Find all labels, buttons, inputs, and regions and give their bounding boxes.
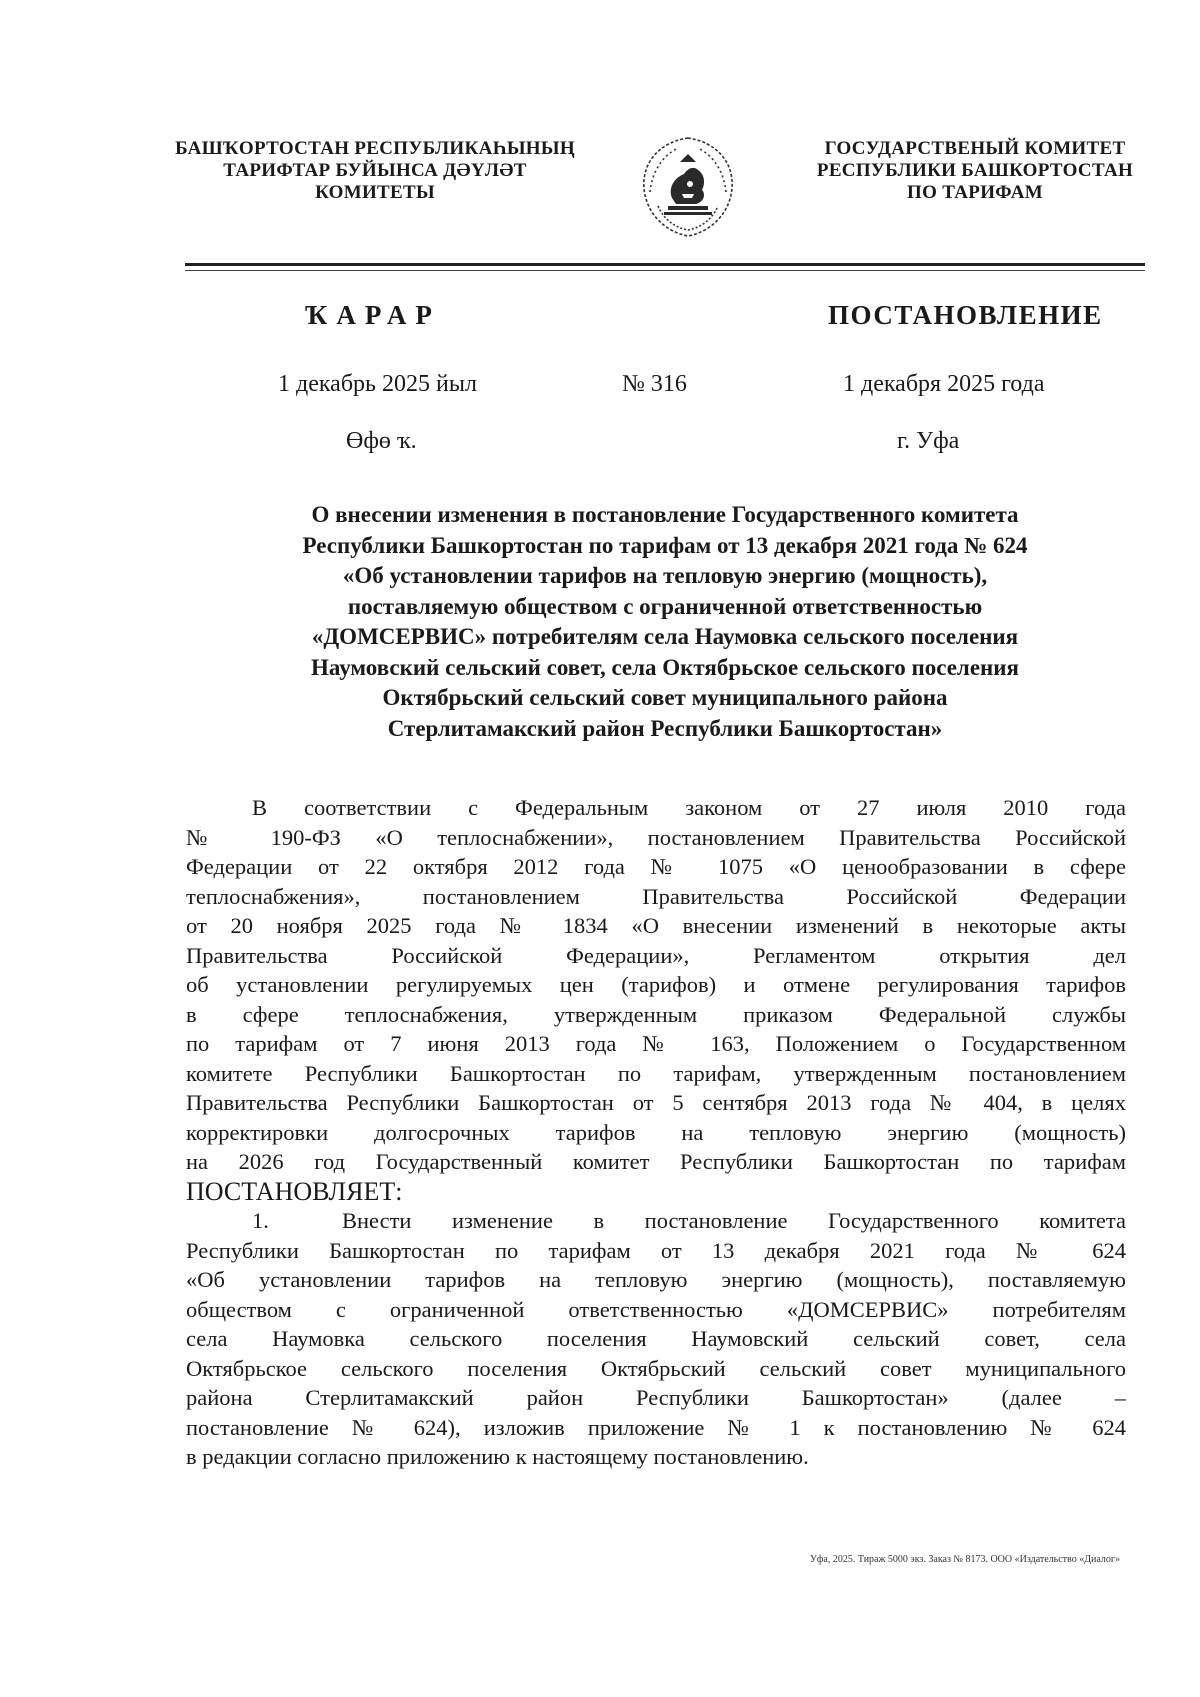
print-imprint: Уфа, 2025. Тираж 5000 экз. Заказ № 8173. ООО «Издательство «Диалог»	[809, 1554, 1120, 1565]
body-line-resolves: ПОСТАНОВЛЯЕТ:	[186, 1176, 403, 1206]
header-right-russian	[795, 138, 1155, 204]
title-line: Наумовский сельский совет, села Октябрьское сельского поселения	[311, 654, 1019, 680]
header-left-bashkir	[165, 138, 585, 204]
coat-of-arms-icon	[632, 132, 744, 240]
header-divider-thin	[185, 270, 1145, 271]
title-line: «ДОМСЕРВИС» потребителям села Наумовка сельского поселения	[311, 624, 1019, 649]
body-line: комитете Республики Башкортостан по тарифам, утвержденным постановлением	[186, 1060, 1126, 1086]
item-1-text: Внести изменение в постановление Государственного комитета	[342, 1208, 1126, 1233]
item-line: Октябрьское сельского поселения Октябрьский сельский совет муниципального	[186, 1355, 1126, 1381]
header-left-line: КОМИТЕТЫ	[315, 182, 435, 203]
body-line: от 20 ноября 2025 года № 1834 «О внесении изменений в некоторые акты	[186, 913, 1126, 938]
document-title	[190, 500, 1140, 744]
header-right-line: РЕСПУБЛИКИ БАШКОРТОСТАН	[816, 160, 1134, 181]
document-body	[186, 793, 1126, 1472]
header-divider-thick	[185, 263, 1145, 266]
title-line: «Об установлении тарифов на тепловую энергию (мощность),	[342, 563, 988, 588]
item-line: в редакции согласно приложению к настоящему постановлению.	[186, 1444, 809, 1469]
item-line: Республики Башкортостан по тарифам от 13 декабря 2021 года № 624	[186, 1237, 1126, 1263]
place-russian: г. Уфа	[897, 428, 960, 454]
title-line: Республики Башкортостан по тарифам от 13 декабря 2021 года № 624	[302, 532, 1028, 558]
body-line: по тарифам от 7 июня 2013 года № 163, Положением о Государственном	[186, 1031, 1126, 1056]
body-line: корректировки долгосрочных тарифов на тепловую энергию (мощность)	[186, 1119, 1126, 1145]
body-line: об установлении регулируемых цен (тарифов) и отмене регулирования тарифов	[186, 972, 1126, 997]
date-bashkir: 1 декабрь 2025 йыл	[278, 371, 477, 397]
body-line: В соответствии с Федеральным законом от 27 июля 2010 года	[252, 795, 1126, 820]
body-line: на 2026 год Государственный комитет Республики Башкортостан по тарифам	[186, 1149, 1126, 1174]
header-left-line: БАШҠОРТОСТАН РЕСПУБЛИКАҺЫНЫҢ	[175, 138, 575, 159]
header-left-line: ТАРИФТАР БУЙЫНСА ДӘҮЛӘТ	[223, 160, 527, 181]
body-line: Правительства Республики Башкортостан от 5 сентября 2013 года № 404, в целях	[186, 1090, 1126, 1115]
body-line: Правительства Российской Федерации», Регламентом открытия дел	[186, 942, 1126, 968]
item-number: 1.	[252, 1208, 269, 1233]
doc-number: № 316	[622, 371, 687, 397]
item-line: постановление № 624), изложив приложение № 1 к постановлению № 624	[186, 1414, 1126, 1440]
date-russian: 1 декабря 2025 года	[843, 371, 1045, 397]
place-bashkir: Өфө ҡ.	[346, 428, 417, 454]
item-1-first-line	[186, 1206, 1126, 1236]
doc-type-russian: ПОСТАНОВЛЕНИЕ	[828, 300, 1103, 330]
body-line: в сфере теплоснабжения, утвержденным приказом Федеральной службы	[186, 1001, 1126, 1027]
header-right-line: ГОСУДАРСТВЕНЫЙ КОМИТЕТ	[824, 138, 1126, 159]
item-line: села Наумовка сельского поселения Наумовский сельский совет, села	[186, 1326, 1126, 1351]
body-line: теплоснабжения», постановлением Правительства Российской Федерации	[186, 883, 1126, 909]
item-line: района Стерлитамакский район Республики Башкортостан» (далее –	[186, 1385, 1126, 1410]
title-line: поставляемую обществом с ограниченной ответственностью	[347, 593, 983, 619]
title-line: Октябрьский сельский совет муниципального района	[382, 685, 948, 710]
body-line: № 190-ФЗ «О теплоснабжении», постановлением Правительства Российской	[186, 824, 1126, 850]
item-line: «Об установлении тарифов на тепловую энергию (мощность), поставляемую	[186, 1267, 1126, 1292]
title-line: О внесении изменения в постановление Государственного комитета	[311, 502, 1019, 527]
title-line: Стерлитамакский район Республики Башкортостан»	[387, 715, 943, 741]
header-right-line: ПО ТАРИФАМ	[907, 182, 1043, 203]
body-line: Федерации от 22 октября 2012 года № 1075 «О ценообразовании в сфере	[186, 854, 1126, 879]
item-line: обществом с ограниченной ответственностью «ДОМСЕРВИС» потребителям	[186, 1296, 1126, 1322]
doc-type-bashkir: ҠАРАР	[305, 300, 441, 330]
